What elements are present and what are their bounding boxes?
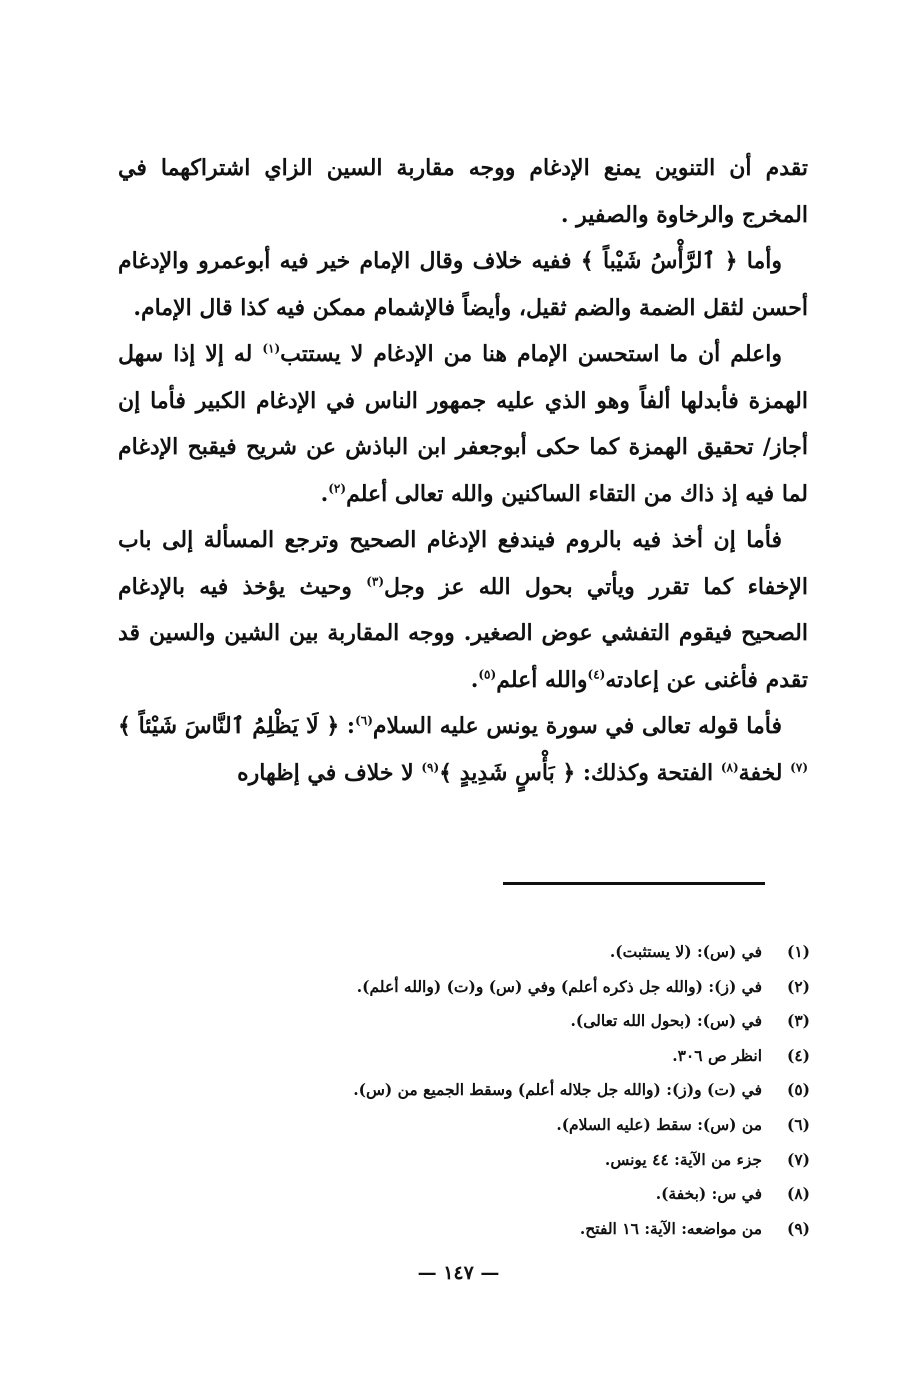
footnote-text: جزء من الآية: ٤٤ يونس.	[604, 1149, 762, 1169]
footnote-ref: (٩)	[421, 760, 440, 775]
footnote-ref: (٣)	[366, 574, 385, 589]
footnote-ref: (٢)	[328, 481, 347, 496]
footnote-number: (٢)	[786, 976, 810, 996]
footnote-ref: (٤)	[587, 667, 606, 682]
footnote-number: (٧)	[786, 1149, 810, 1169]
footnote	[118, 1212, 810, 1247]
footnote-text: من مواضعه: الآية: ١٦ الفتح.	[579, 1218, 762, 1238]
footnote-text: انظر ص ٣٠٦.	[672, 1045, 762, 1065]
paragraph: فأما قوله تعالى في سورة يونس عليه السلام$^{(٦)}$: ﴿ لَا يَظْلِمُ ٱلنَّاسَ شَيْئاً ﴾$^{(٧)}$ لخفة$^{(٨)}$ الفتحة وكذلك: ﴿ بَأْسٍ شَدِيدٍ ﴾$^{(٩)}$ لا خلاف في إظهاره	[118, 713, 808, 786]
footnote	[118, 1004, 810, 1039]
footnote	[118, 1143, 810, 1178]
footnote-text: في س: (بخفة).	[655, 1184, 762, 1204]
footnote-ref: (١)	[262, 341, 281, 356]
footnote-text: في (س): (بحول الله تعالى).	[570, 1011, 762, 1031]
footnote-number: (٤)	[786, 1045, 810, 1065]
footnote-ref: (٧)	[790, 760, 808, 775]
footnote-number: (٥)	[786, 1080, 810, 1100]
footnote-number: (٣)	[786, 1011, 810, 1031]
paragraph: وأما ﴿ ٱلرَّأْسُ شَيْباً ﴾ ففيه خلاف وقال الإمام خير فيه أبوعمرو والإدغام أحسن لثقل الضمة والضم ثقيل، وأيضاً فالإشمام ممكن فيه كذا قال الإمام.	[118, 248, 808, 321]
footnote-text: من (س): سقط (عليه السلام).	[556, 1114, 762, 1134]
footnotes-list	[118, 935, 810, 1246]
footnote-ref: (٦)	[355, 713, 373, 728]
main-text	[118, 145, 808, 796]
footnote-separator	[503, 882, 765, 885]
footnote-ref: (٥)	[478, 667, 497, 682]
footnote	[118, 1108, 810, 1143]
footnote-number: (٦)	[786, 1114, 810, 1134]
footnote	[118, 1039, 810, 1074]
footnote	[118, 970, 810, 1005]
paragraph: تقدم أن التنوين يمنع الإدغام ووجه مقاربة السين الزاي اشتراكهما في المخرج والرخاوة والصفير .	[118, 155, 808, 228]
footnote	[118, 1177, 810, 1212]
footnote-text: في (ت) و(ز): (والله جل جلاله أعلم) وسقط الجميع من (س).	[353, 1080, 762, 1100]
footnote-number: (١)	[786, 942, 810, 961]
footnote	[118, 1073, 810, 1108]
paragraph: واعلم أن ما استحسن الإمام هنا من الإدغام لا يستتب$^{(١)}$ له إلا إذا سهل الهمزة فأبدلها ألفاً وهو الذي عليه جمهور الناس في الإدغام الكبير فأما إن أجاز/ تحقيق الهمزة كما حكى أبوجعفر ابن الباذش عن شريح فيقبح الإدغام لما فيه إذ ذاك من التقاء الساكنين والله تعالى أعلم$^{(٢)}$.	[118, 341, 808, 507]
paragraph: فأما إن أخذ فيه بالروم فيندفع الإدغام الصحيح وترجع المسألة إلى باب الإخفاء كما تقرر ويأتي بحول الله عز وجل$^{(٣)}$ وحيث يؤخذ فيه بالإدغام الصحيح فيقوم التفشي عوض الصغير. ووجه المقاربة بين الشين والسين قد تقدم فأغنى عن إعادته$^{(٤)}$والله أعلم$^{(٥)}$.	[118, 527, 809, 693]
page-number: — ١٤٧ —	[417, 1262, 500, 1284]
footnote-ref: (٨)	[720, 760, 739, 775]
footnote-text: في (ز): (والله جل ذكره أعلم) وفي (س) و(ت) (والله أعلم).	[356, 976, 762, 996]
footnote	[118, 935, 810, 970]
footnote-number: (٨)	[786, 1184, 810, 1204]
footnote-text: في (س): (لا يستثبت).	[609, 942, 762, 961]
footnote-number: (٩)	[786, 1218, 810, 1238]
